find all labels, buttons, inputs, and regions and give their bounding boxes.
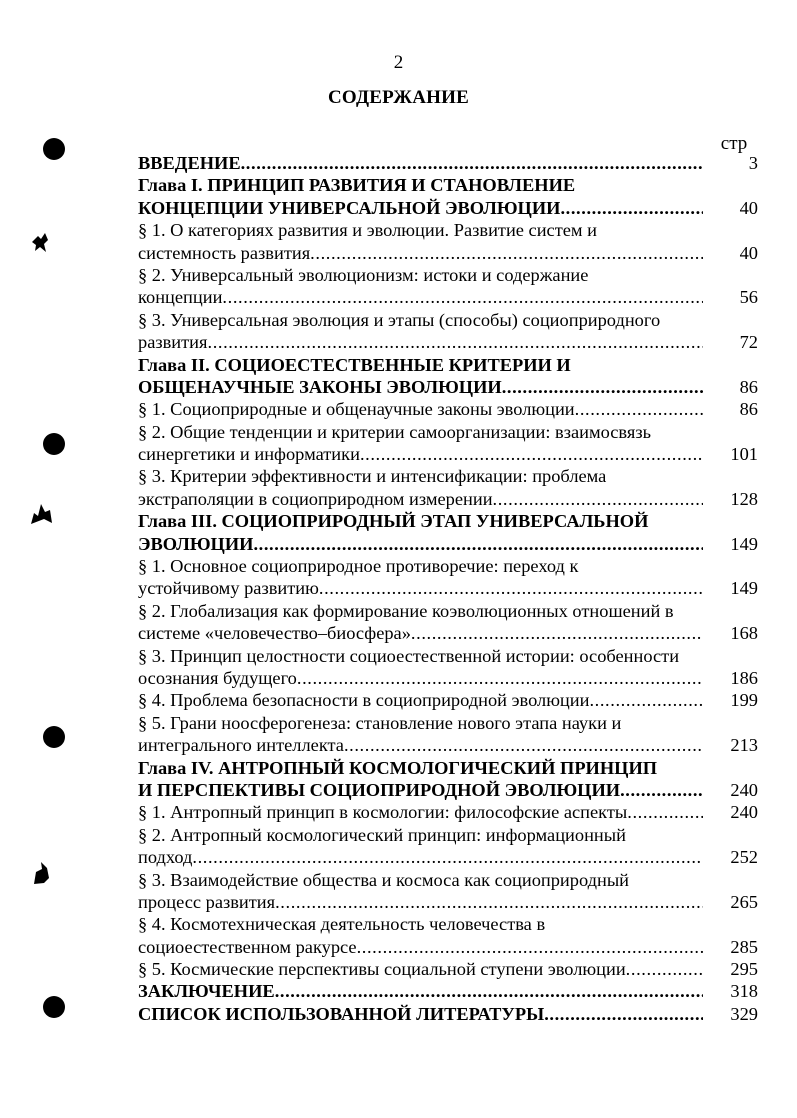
dot-leader xyxy=(589,689,703,711)
toc-line xyxy=(138,555,758,577)
toc-entry-text: § 1. Социоприродные и общенаучные законы эволюции xyxy=(138,399,575,420)
punch-hole xyxy=(43,726,65,748)
punch-hole xyxy=(43,433,65,455)
dot-leader xyxy=(357,936,703,958)
toc-entry-text: § 3. Критерии эффективности и интенсификации: проблема xyxy=(138,466,607,487)
toc-line xyxy=(138,958,758,980)
toc-line xyxy=(138,824,758,846)
toc-page-number: 149 xyxy=(730,578,758,599)
toc-page-number: 252 xyxy=(730,847,758,868)
toc-line xyxy=(138,376,758,398)
toc-entry-text: § 5. Космические перспективы социальной ступени эволюции xyxy=(138,959,626,980)
scan-artifact-icon xyxy=(26,858,56,888)
dot-leader xyxy=(297,667,703,689)
dot-leader xyxy=(544,1003,703,1025)
toc-page-number: 56 xyxy=(739,287,758,308)
toc-page-number: 3 xyxy=(748,153,758,173)
toc-line xyxy=(138,331,758,353)
toc-entry-text: осознания будущего xyxy=(138,667,297,688)
toc-page-number: 265 xyxy=(730,891,758,912)
dot-leader xyxy=(222,286,703,308)
page-title: СОДЕРЖАНИЕ xyxy=(328,87,469,108)
toc-page-number: 329 xyxy=(730,1003,758,1024)
dot-leader xyxy=(241,152,703,174)
table-of-contents xyxy=(138,152,758,1025)
toc-entry-text: ОБЩЕНАУЧНЫЕ ЗАКОНЫ ЭВОЛЮЦИИ xyxy=(138,376,502,397)
toc-page-number: 86 xyxy=(739,399,758,420)
page-number: 2 xyxy=(393,52,404,73)
toc-entry-text: СПИСОК ИСПОЛЬЗОВАННОЙ ЛИТЕРАТУРЫ xyxy=(138,1003,545,1024)
page-column-header: стр xyxy=(720,133,748,154)
toc-page-number: 186 xyxy=(730,667,758,688)
toc-page-number: 72 xyxy=(739,332,758,353)
toc-entry-text: § 1. О категориях развития и эволюции. Развитие систем и xyxy=(138,220,598,241)
toc-entry-text: § 4. Космотехническая деятельность человечества в xyxy=(138,914,546,935)
toc-line xyxy=(138,197,758,219)
toc-line xyxy=(138,645,758,667)
toc-entry-text: интегрального интеллекта xyxy=(138,735,344,756)
toc-page-number: 295 xyxy=(730,959,758,980)
toc-entry-text: системность развития xyxy=(138,242,311,263)
toc-entry-text: § 1. Антропный принцип в космологии: философские аспекты xyxy=(138,802,628,823)
toc-line xyxy=(138,980,758,1002)
toc-entry-text: процесс развития xyxy=(138,891,276,912)
toc-page-number: 86 xyxy=(739,376,758,397)
toc-entry-text: ЭВОЛЮЦИИ xyxy=(138,533,254,554)
dot-leader xyxy=(411,622,703,644)
dot-leader xyxy=(626,958,703,980)
toc-line xyxy=(138,443,758,465)
toc-entry-text: § 5. Грани ноосферогенеза: становление нового этапа науки и xyxy=(138,712,622,733)
scan-artifact-icon xyxy=(26,498,56,528)
toc-line xyxy=(138,465,758,487)
toc-line xyxy=(138,1003,758,1025)
toc-page-number: 285 xyxy=(730,936,758,957)
dot-leader xyxy=(344,734,703,756)
dot-leader xyxy=(627,801,703,823)
toc-line xyxy=(138,577,758,599)
scan-artifact-icon xyxy=(26,228,56,258)
toc-line xyxy=(138,600,758,622)
dot-leader xyxy=(575,398,703,420)
dot-leader xyxy=(493,488,703,510)
toc-line xyxy=(138,913,758,935)
toc-entry-text: экстраполяции в социоприродном измерении xyxy=(138,488,493,509)
toc-entry-text: § 2. Общие тенденции и критерии самоорганизации: взаимосвязь xyxy=(138,421,651,442)
toc-line xyxy=(138,869,758,891)
toc-entry-text: КОНЦЕПЦИИ УНИВЕРСАЛЬНОЙ ЭВОЛЮЦИИ xyxy=(138,197,561,218)
toc-line xyxy=(138,936,758,958)
toc-entry-text: § 1. Основное социоприродное противоречие: переход к xyxy=(138,556,579,577)
toc-page-number: 213 xyxy=(730,735,758,756)
dot-leader xyxy=(275,980,703,1002)
toc-page-number: 240 xyxy=(730,779,758,800)
toc-page-number: 128 xyxy=(730,488,758,509)
toc-entry-text: § 2. Глобализация как формирование коэволюционных отношений в xyxy=(138,600,674,621)
toc-page-number: 149 xyxy=(730,533,758,554)
punch-hole xyxy=(43,138,65,160)
toc-entry-text: концепции xyxy=(138,287,223,308)
punch-hole xyxy=(43,996,65,1018)
toc-page-number: 40 xyxy=(739,197,758,218)
toc-line xyxy=(138,242,758,264)
toc-entry-text: § 3. Универсальная эволюция и этапы (способы) социоприродного xyxy=(138,309,661,330)
dot-leader xyxy=(192,846,703,868)
toc-line xyxy=(138,421,758,443)
toc-line xyxy=(138,622,758,644)
toc-page-number: 318 xyxy=(730,981,758,1002)
toc-entry-text: Глава IV. АНТРОПНЫЙ КОСМОЛОГИЧЕСКИЙ ПРИНЦИП xyxy=(138,757,658,778)
dot-leader xyxy=(560,197,703,219)
toc-line xyxy=(138,174,758,196)
toc-entry-text: социоестественном ракурсе xyxy=(138,936,357,957)
toc-page-number: 40 xyxy=(739,242,758,263)
toc-line xyxy=(138,219,758,241)
dot-leader xyxy=(319,577,703,599)
dot-leader xyxy=(620,779,703,801)
toc-entry-text: § 4. Проблема безопасности в социоприродной эволюции xyxy=(138,690,590,711)
toc-entry-text: Глава I. ПРИНЦИП РАЗВИТИЯ И СТАНОВЛЕНИЕ xyxy=(138,175,576,196)
toc-line xyxy=(138,801,758,823)
toc-entry-text: синергетики и информатики xyxy=(138,444,360,465)
toc-entry-text: § 3. Взаимодействие общества и космоса как социоприродный xyxy=(138,869,630,890)
toc-entry-text: устойчивому развитию xyxy=(138,578,319,599)
toc-page-number: 240 xyxy=(730,802,758,823)
toc-line xyxy=(138,510,758,532)
toc-page-number: 168 xyxy=(730,623,758,644)
dot-leader xyxy=(502,376,703,398)
toc-line xyxy=(138,757,758,779)
toc-entry-text: § 3. Принцип целостности социоестественной истории: особенности xyxy=(138,645,680,666)
toc-line xyxy=(138,152,758,174)
toc-entry-text: ВВЕДЕНИЕ xyxy=(138,153,241,173)
toc-line xyxy=(138,286,758,308)
toc-entry-text: системе «человечество–биосфера» xyxy=(138,623,411,644)
toc-page-number: 199 xyxy=(730,690,758,711)
toc-entry-text: § 2. Универсальный эволюционизм: истоки и содержание xyxy=(138,264,589,285)
dot-leader xyxy=(253,533,703,555)
toc-entry-text: И ПЕРСПЕКТИВЫ СОЦИОПРИРОДНОЙ ЭВОЛЮЦИИ xyxy=(138,779,621,800)
toc-entry-text: ЗАКЛЮЧЕНИЕ xyxy=(138,981,275,1002)
toc-line xyxy=(138,309,758,331)
toc-line xyxy=(138,712,758,734)
toc-page-number: 101 xyxy=(730,444,758,465)
toc-line xyxy=(138,264,758,286)
toc-line xyxy=(138,533,758,555)
toc-entry-text: Глава II. СОЦИОЕСТЕСТВЕННЫЕ КРИТЕРИИ И xyxy=(138,354,571,375)
dot-leader xyxy=(275,891,703,913)
dot-leader xyxy=(360,443,703,465)
toc-line xyxy=(138,354,758,376)
dot-leader xyxy=(310,242,703,264)
dot-leader xyxy=(208,331,704,353)
toc-line xyxy=(138,891,758,913)
toc-line xyxy=(138,689,758,711)
toc-line xyxy=(138,667,758,689)
toc-line xyxy=(138,398,758,420)
toc-entry-text: § 2. Антропный космологический принцип: информационный xyxy=(138,824,626,845)
toc-entry-text: подход xyxy=(138,847,193,868)
toc-line xyxy=(138,734,758,756)
toc-line xyxy=(138,779,758,801)
toc-entry-text: развития xyxy=(138,332,208,353)
toc-line xyxy=(138,846,758,868)
toc-entry-text: Глава III. СОЦИОПРИРОДНЫЙ ЭТАП УНИВЕРСАЛЬНОЙ xyxy=(138,511,649,532)
toc-line xyxy=(138,488,758,510)
